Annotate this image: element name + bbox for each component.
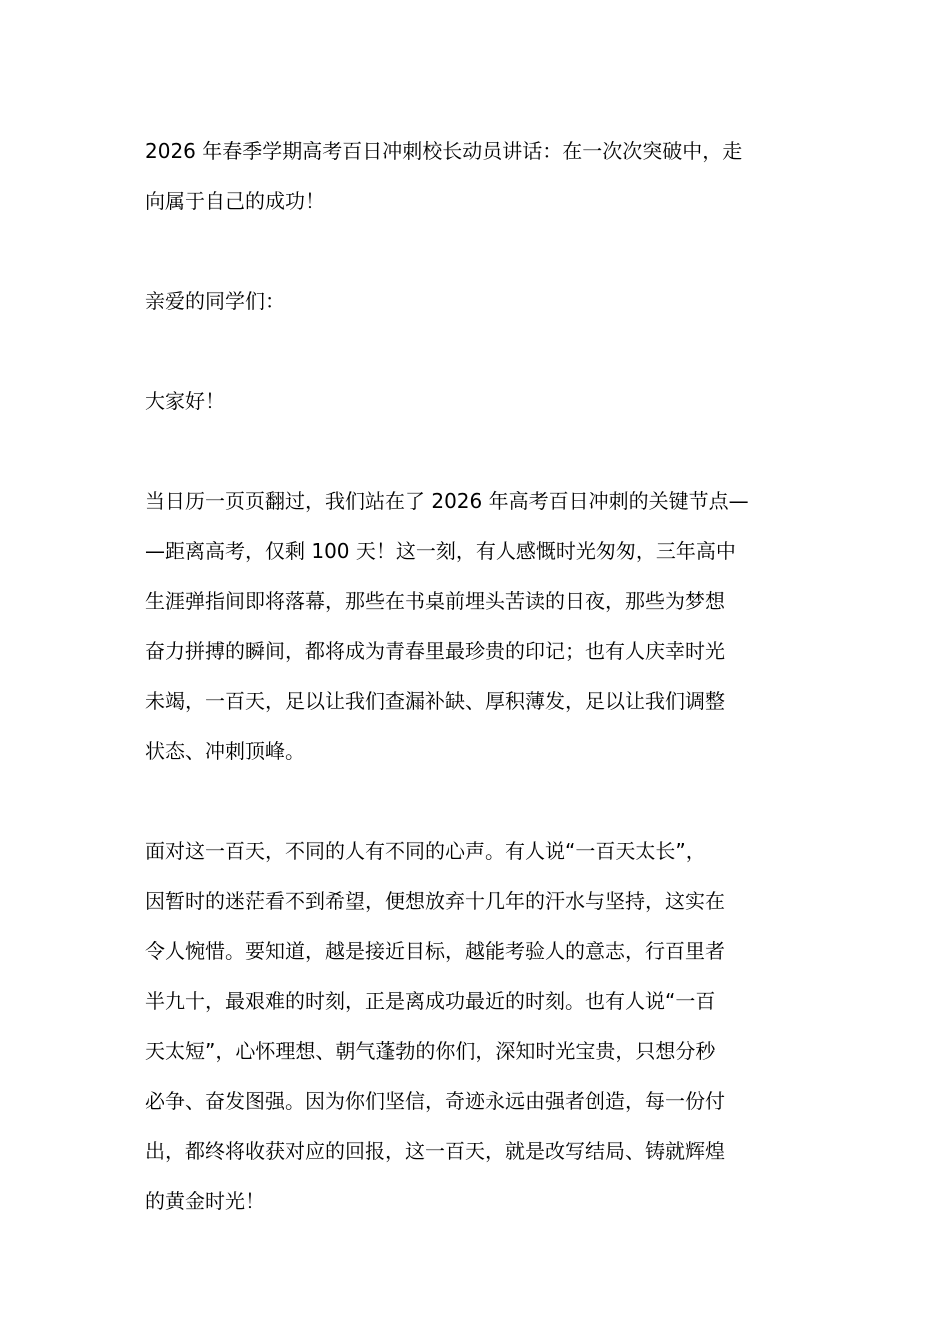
- document-body: [145, 126, 807, 1276]
- title-line: 2026 年春季学期高考百日冲刺校长动员讲话：在一次次突破中，走: [145, 139, 743, 163]
- paragraph-line: 半九十，最艰难的时刻，正是离成功最近的时刻。也有人说“一百: [145, 989, 716, 1013]
- paragraph-line: 天太短”，心怀理想、朝气蓬勃的你们，深知时光宝贵，只想分秒: [145, 1039, 716, 1063]
- salutation: [145, 276, 807, 326]
- paragraph-line: 状态、冲刺顶峰。: [145, 739, 305, 763]
- paragraph-line: —距离高考，仅剩 100 天！这一刻，有人感慨时光匆匆，三年高中: [145, 539, 736, 563]
- greeting: [145, 376, 807, 426]
- paragraph-2: [145, 826, 807, 1226]
- paragraph-line: 出，都终将收获对应的回报，这一百天，就是改写结局、铸就辉煌: [145, 1139, 725, 1163]
- title-line: 向属于自己的成功！: [145, 189, 325, 213]
- salutation-text: 亲爱的同学们：: [145, 289, 285, 313]
- paragraph-1: [145, 476, 807, 776]
- paragraph-line: 令人惋惜。要知道，越是接近目标，越能考验人的意志，行百里者: [145, 939, 725, 963]
- paragraph-line: 必争、奋发图强。因为你们坚信，奇迹永远由强者创造，每一份付: [145, 1089, 725, 1113]
- paragraph-line: 生涯弹指间即将落幕，那些在书桌前埋头苦读的日夜，那些为梦想: [145, 589, 725, 613]
- speech-title: [145, 126, 807, 226]
- greeting-text: 大家好！: [145, 389, 225, 413]
- paragraph-line: 因暂时的迷茫看不到希望，便想放弃十几年的汗水与坚持，这实在: [145, 889, 725, 913]
- paragraph-line: 的黄金时光！: [145, 1189, 265, 1213]
- paragraph-line: 面对这一百天，不同的人有不同的心声。有人说“一百天太长”，: [145, 839, 706, 863]
- paragraph-line: 当日历一页页翻过，我们站在了 2026 年高考百日冲刺的关键节点—: [145, 489, 749, 513]
- paragraph-line: 未竭，一百天，足以让我们查漏补缺、厚积薄发，足以让我们调整: [145, 689, 725, 713]
- paragraph-line: 奋力拼搏的瞬间，都将成为青春里最珍贵的印记；也有人庆幸时光: [145, 639, 725, 663]
